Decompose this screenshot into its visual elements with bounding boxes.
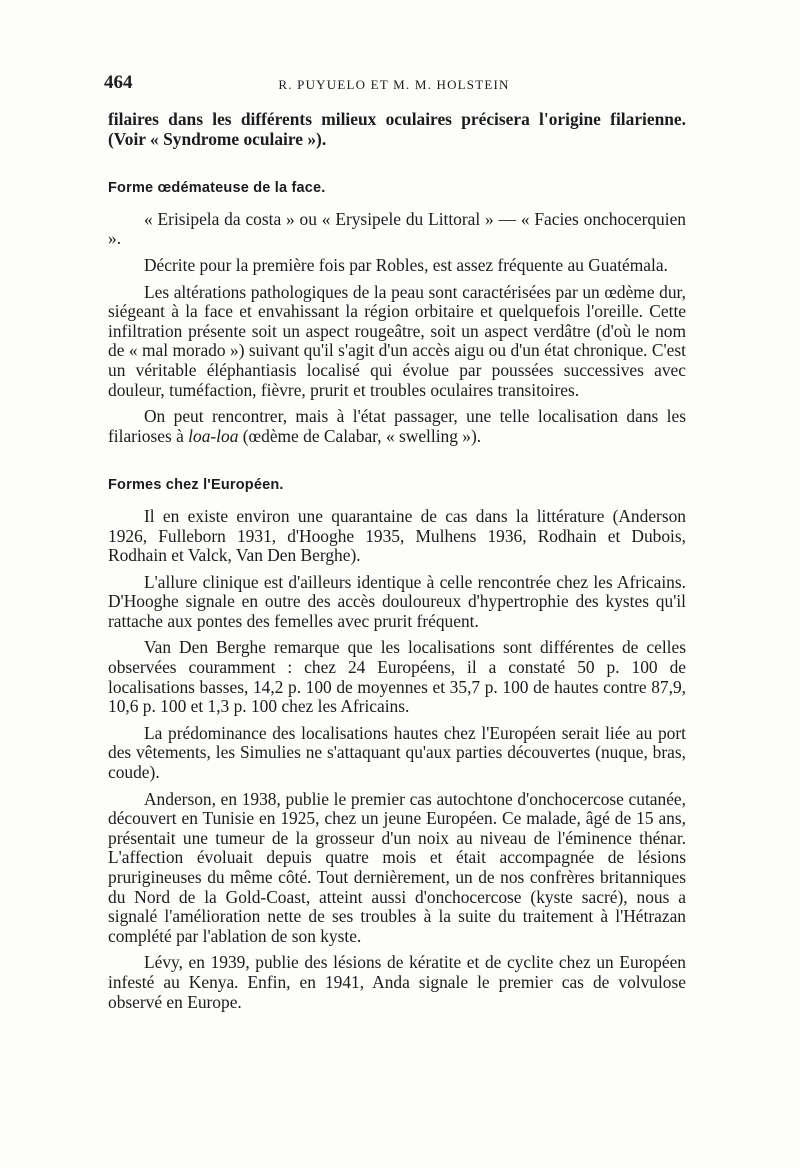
text-segment: On peut rencontrer, mais à l'état passager, une telle localisation dans les filarioses à [108, 406, 686, 446]
text-segment: (œdème de Calabar, « swelling »). [238, 425, 482, 446]
section-heading-europeen: Formes chez l'Européen. [108, 477, 284, 494]
paragraph-predominance: La prédominance des localisations hautes chez l'Européen serait liée au port des vêtements, les Simulies ne s'attaquant qu'aux parties découvertes (nuque, bras, coude). [108, 722, 686, 783]
body-text [108, 110, 686, 1012]
intro-paragraph: filaires dans les différents milieux oculaires précisera l'origine filarienne. (Voir « Syndrome oculaire »). [108, 109, 686, 149]
paragraph-levy: Lévy, en 1939, publie des lésions de kératite et de cyclite chez un Européen infesté au Kenya. Enfin, en 1941, Anda signale le premier cas de volvulose observé en Europe. [108, 952, 686, 1012]
running-head [100, 72, 688, 96]
paragraph-erisipela: « Erisipela da costa » ou « Erysipele du Littoral » — « Facies onchocerquien ». [108, 208, 686, 249]
page-number: 464 [104, 72, 133, 93]
paragraph-alterations: Les altérations pathologiques de la peau sont caractérisées par un œdème dur, siégeant à la face et envahissant la région orbitaire et quelquefois l'oreille. Cette infiltration présente soit un aspect rougeâtre, soit un aspect verdâtre (d'où le nom de « mal morado ») suivant qu'il s'agit d'un accès aigu ou d'un état chronique. C'est un véritable éléphantiasis localisé qui évolue par poussées successives avec douleur, tuméfaction, fièvre, prurit et troubles oculaires transitoires. [108, 281, 686, 400]
header-authors: R. PUYUELO ET M. M. HOLSTEIN [278, 77, 510, 92]
paragraph-loa-loa [108, 407, 686, 446]
section-heading-oedemateuse: Forme œdémateuse de la face. [108, 180, 326, 197]
paragraph-quarantaine: Il en existe environ une quarantaine de cas dans la littérature (Anderson 1926, Fulleborn 1931, d'Hooghe 1935, Mulhens 1936, Rodhain et Dubois, Rodhain et Valck, Van Den Berghe). [108, 505, 686, 566]
paragraph-van-den-berghe: Van Den Berghe remarque que les localisations sont différentes de celles observées couramment : chez 24 Européens, il a constaté 50 p. 100 de localisations basses, 14,2 p. 100 de moyennes et 35,7 p. 100 de hautes contre 87,9, 10,6 p. 100 et 1,3 p. 100 chez les Africains. [108, 637, 686, 717]
paragraph-allure-clinique: L'allure clinique est d'ailleurs identique à celle rencontrée chez les Africains. D'Hooghe signale en outre des accès douloureux d'hypertrophie des kystes qu'il rattache aux pontes des femelles avec prurit fréquent. [108, 571, 686, 631]
paragraph-robles: Décrite pour la première fois par Robles, est assez fréquente au Guatémala. [144, 254, 668, 275]
italic-term: loa-loa [188, 425, 239, 446]
paragraph-anderson: Anderson, en 1938, publie le premier cas autochtone d'onchocercose cutanée, découvert en Tunisie en 1925, chez un jeune Européen. Ce malade, âgé de 15 ans, présentait une tumeur de la grosseur d'un noix au niveau de l'éminence thénar. L'affection évoluait depuis quatre mois et était accompagnée de lésions prurigineuses du même côté. Tout dernièrement, un de nos confrères britanniques du Nord de la Gold-Coast, atteint aussi d'onchocercose (kyste sacré), nous a signalé l'amélioration nette de ses troubles à la suite du traitement à l'Hétrazan complété par l'ablation de son kyste. [108, 788, 686, 946]
